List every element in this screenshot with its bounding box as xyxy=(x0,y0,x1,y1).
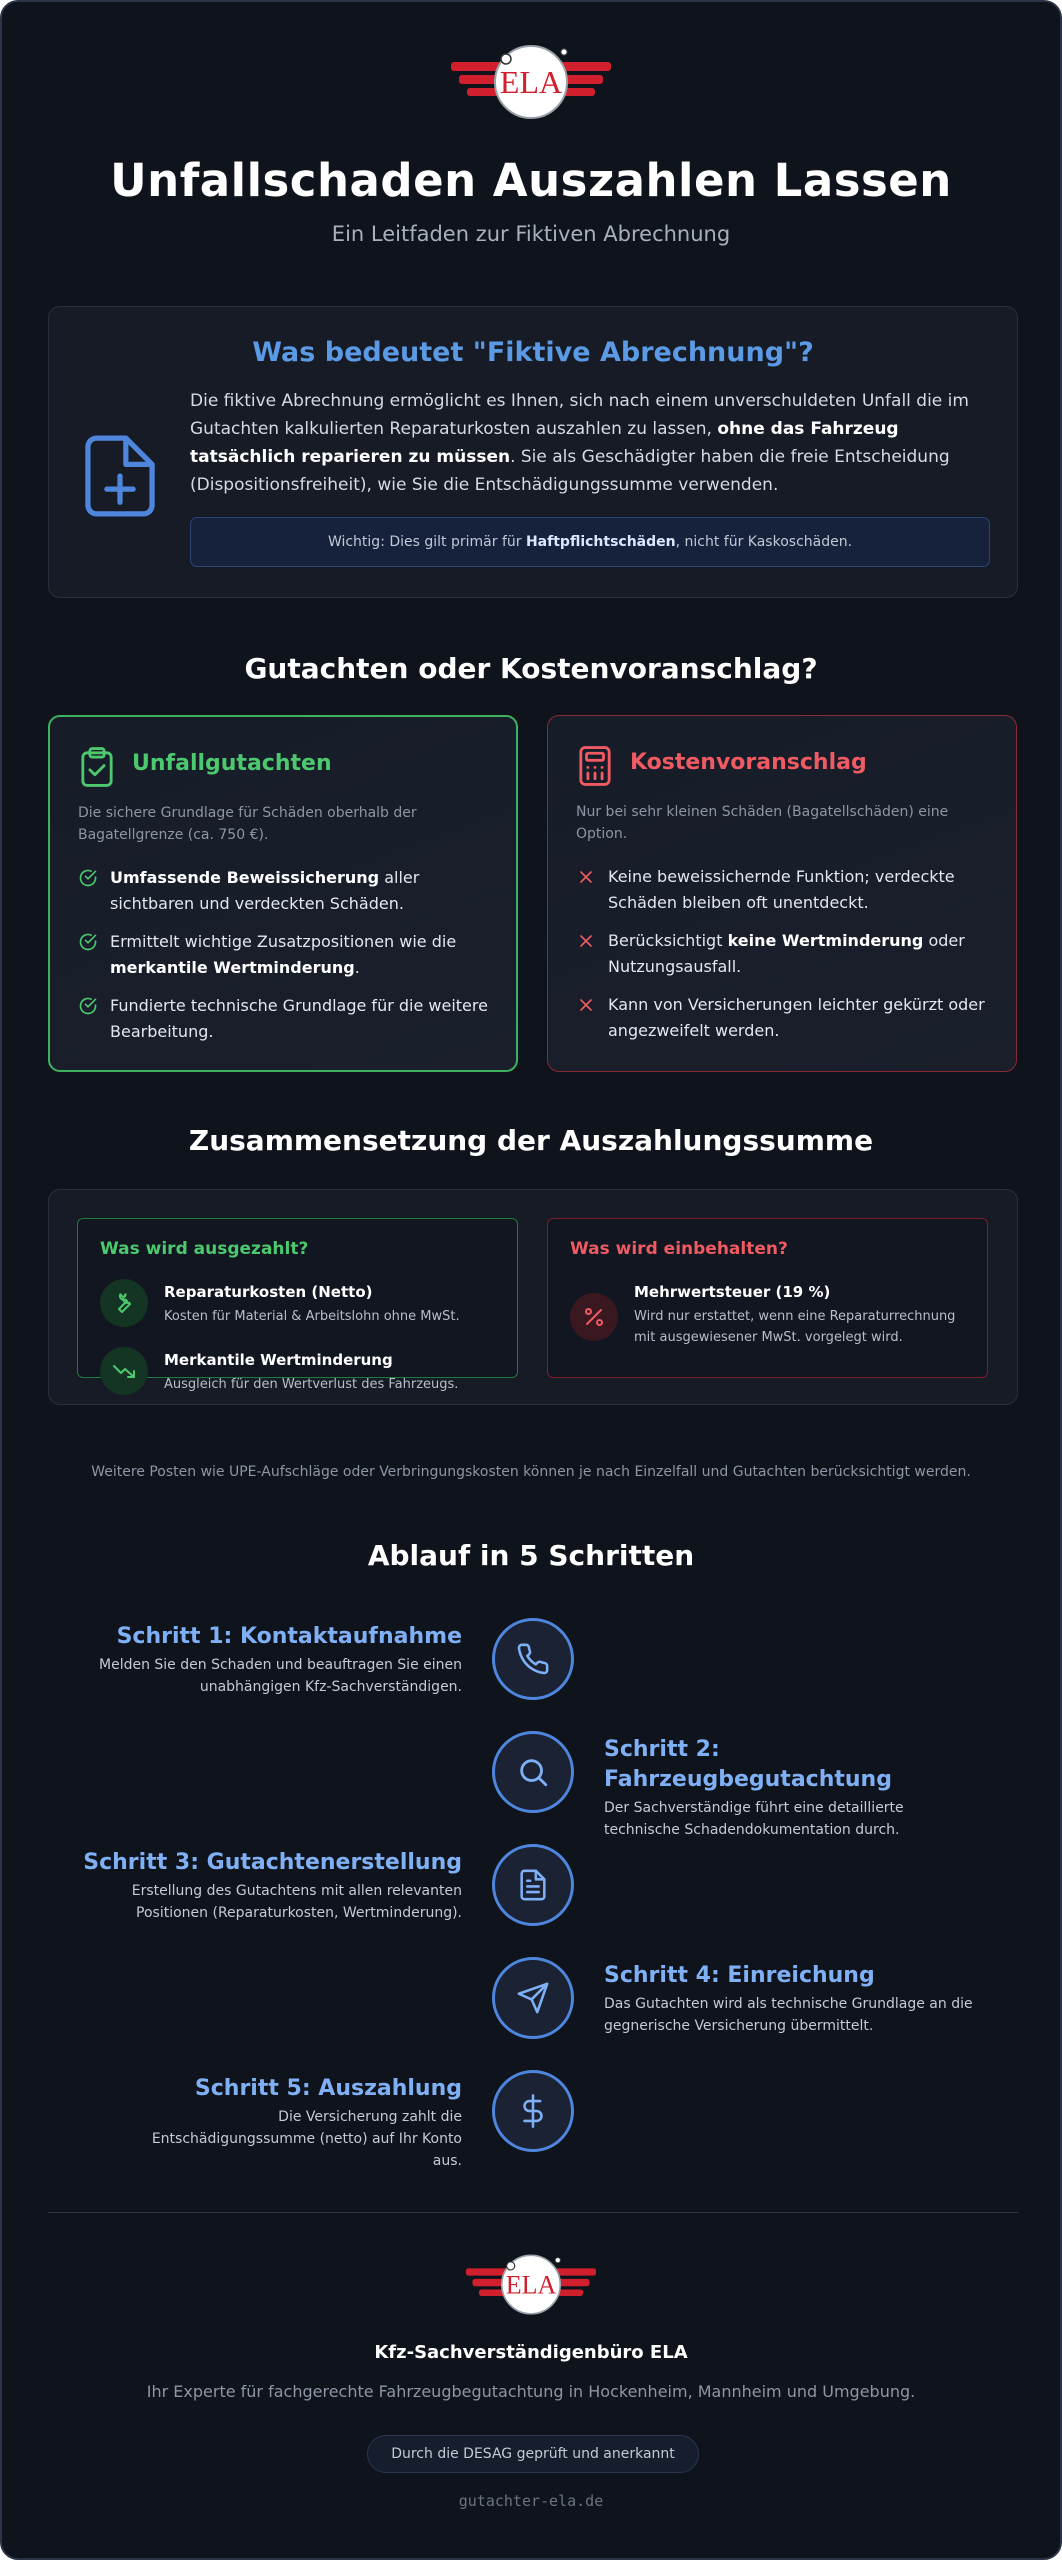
paid-title: Was wird ausgezahlt? xyxy=(100,1239,309,1259)
paid-item-title: Reparaturkosten (Netto) xyxy=(164,1283,373,1301)
step-desc: Die Versicherung zahlt die Entschädigungssumme (netto) auf Ihr Konto aus. xyxy=(151,2109,462,2169)
step-title: Schritt 4: Einreichung xyxy=(604,1963,875,1988)
percent-icon xyxy=(582,1305,606,1329)
withheld-item-desc: Wird nur erstattet, wenn eine Reparaturrechnung mit ausgewiesener MwSt. vorgelegt wird. xyxy=(634,1309,956,1345)
list-item xyxy=(100,1279,510,1339)
page-subtitle: Ein Leitfaden zur Fiktiven Abrechnung xyxy=(331,222,731,246)
step-1-circle xyxy=(492,1618,574,1700)
intro-card xyxy=(48,306,1018,598)
step-3-text xyxy=(42,1848,462,1924)
payout-title: Zusammensetzung der Auszahlungssumme xyxy=(188,1124,874,1157)
step-desc: Der Sachverständige führt eine detaillierte technische Schadendokumentation durch. xyxy=(604,1800,904,1838)
list-item xyxy=(78,929,498,979)
step-5-circle xyxy=(492,2070,574,2152)
gutachten-item-text: Fundierte technische Grundlage für die weitere Bearbeitung. xyxy=(110,996,488,1041)
step-4-circle xyxy=(492,1957,574,2039)
svg-text:ELA: ELA xyxy=(505,2270,557,2300)
footer-company-name: Kfz-Sachverständigenbüro ELA xyxy=(374,2342,688,2363)
intro-notice: Wichtig: Dies gilt primär für Haftpflichtschäden, nicht für Kaskoschäden. xyxy=(190,517,990,567)
footer-description: Ihr Experte für fachgerechte Fahrzeugbegutachtung in Hockenheim, Mannheim und Umgebung. xyxy=(146,2382,916,2401)
list-item xyxy=(576,864,996,914)
phone-icon xyxy=(516,1642,550,1676)
dollar-icon xyxy=(516,2094,550,2128)
step-title: Schritt 1: Kontaktaufnahme xyxy=(116,1624,462,1649)
list-item xyxy=(100,1347,510,1407)
gutachten-item-text: Ermittelt wichtige Zusatzpositionen wie die merkantile Wertminderung. xyxy=(110,932,457,977)
page-title: Unfallschaden Auszahlen Lassen xyxy=(110,154,952,207)
ela-logo xyxy=(451,42,611,128)
step-title: Schritt 5: Auszahlung xyxy=(194,2076,462,2101)
payout-note: Weitere Posten wie UPE-Aufschläge oder Verbringungskosten können je nach Einzelfall und Gutachten berücksichtigt werden. xyxy=(91,1464,971,1480)
list-item xyxy=(570,1279,980,1345)
intro-title: Was bedeutet "Fiktive Abrechnung"? xyxy=(252,337,814,368)
svg-text:ELA: ELA xyxy=(499,64,563,100)
paid-item-title: Merkantile Wertminderung xyxy=(164,1351,393,1369)
step-desc: Das Gutachten wird als technische Grundlage an die gegnerische Versicherung übermittelt. xyxy=(604,1996,973,2034)
step-2-text xyxy=(604,1735,1004,1841)
paid-item-desc: Ausgleich für den Wertverlust des Fahrzeugs. xyxy=(164,1377,459,1392)
step-title: Schritt 2: Fahrzeugbegutachtung xyxy=(604,1737,892,1792)
steps-title: Ablauf in 5 Schritten xyxy=(367,1539,695,1572)
footer-divider xyxy=(48,2212,1018,2213)
list-item xyxy=(576,928,996,978)
step-3-circle xyxy=(492,1844,574,1926)
gutachten-title: Unfallgutachten xyxy=(132,751,332,776)
document-icon xyxy=(516,1868,550,1902)
payout-card xyxy=(48,1189,1018,1405)
desag-badge: Durch die DESAG geprüft und anerkannt xyxy=(367,2435,699,2473)
withheld-title: Was wird einbehalten? xyxy=(570,1239,788,1259)
step-5-text xyxy=(42,2074,462,2172)
check-circle-icon xyxy=(78,996,98,1016)
list-item xyxy=(576,992,996,1042)
footer-url[interactable]: gutachter-ela.de xyxy=(458,2492,604,2510)
kostenvoranschlag-title: Kostenvoranschlag xyxy=(630,750,867,775)
paid-box xyxy=(77,1218,518,1392)
withheld-box xyxy=(547,1218,988,1378)
intro-text: Die fiktive Abrechnung ermöglicht es Ihnen, sich nach einem unverschuldeten Unfall die im Gutachten kalkulierten Reparaturkosten auszahlen zu lassen, ohne das Fahrzeug tatsächlich reparieren zu müssen. Sie als Geschädigter haben die freie Entscheidung (Dispositionsfreiheit), wie Sie die Entschädigungssumme verwenden. xyxy=(190,391,969,495)
ela-logo-footer xyxy=(466,2252,596,2322)
list-item xyxy=(78,865,498,915)
gutachten-item-text: Umfassende Beweissicherung aller sichtbaren und verdeckten Schäden. xyxy=(110,868,420,913)
kostenvoranschlag-item-text: Berücksichtigt keine Wertminderung oder Nutzungsausfall. xyxy=(608,931,965,976)
gutachten-card xyxy=(48,715,518,1072)
file-plus-icon xyxy=(85,435,155,517)
x-icon xyxy=(576,867,596,887)
step-2-circle xyxy=(492,1731,574,1813)
withheld-item-title: Mehrwertsteuer (19 %) xyxy=(634,1283,831,1301)
wrench-icon xyxy=(112,1291,136,1315)
calculator-icon xyxy=(578,746,612,786)
step-title: Schritt 3: Gutachtenerstellung xyxy=(83,1850,462,1875)
check-circle-icon xyxy=(78,868,98,888)
send-icon xyxy=(516,1981,550,2015)
clipboard-check-icon xyxy=(80,747,114,787)
paid-item-desc: Kosten für Material & Arbeitslohn ohne MwSt. xyxy=(164,1309,460,1324)
x-icon xyxy=(576,931,596,951)
kostenvoranschlag-desc: Nur bei sehr kleinen Schäden (Bagatellschäden) eine Option. xyxy=(576,804,949,842)
search-icon xyxy=(516,1755,550,1789)
kostenvoranschlag-item-text: Keine beweissichernde Funktion; verdeckte Schäden bleiben oft unentdeckt. xyxy=(608,867,955,912)
step-1-text xyxy=(42,1622,462,1698)
step-desc: Erstellung des Gutachtens mit allen relevanten Positionen (Reparaturkosten, Wertminderung). xyxy=(131,1883,462,1921)
step-4-text xyxy=(604,1961,1004,2037)
step-desc: Melden Sie den Schaden und beauftragen Sie einen unabhängigen Kfz-Sachverständigen. xyxy=(99,1657,462,1695)
gutachten-desc: Die sichere Grundlage für Schäden oberhalb der Bagatellgrenze (ca. 750 €). xyxy=(78,805,417,843)
trending-down-icon xyxy=(112,1359,136,1383)
check-circle-icon xyxy=(78,932,98,952)
x-icon xyxy=(576,995,596,1015)
kostenvoranschlag-item-text: Kann von Versicherungen leichter gekürzt oder angezweifelt werden. xyxy=(608,995,985,1040)
kostenvoranschlag-card xyxy=(547,715,1017,1072)
list-item xyxy=(78,993,498,1043)
comparison-title: Gutachten oder Kostenvoranschlag? xyxy=(244,652,818,685)
